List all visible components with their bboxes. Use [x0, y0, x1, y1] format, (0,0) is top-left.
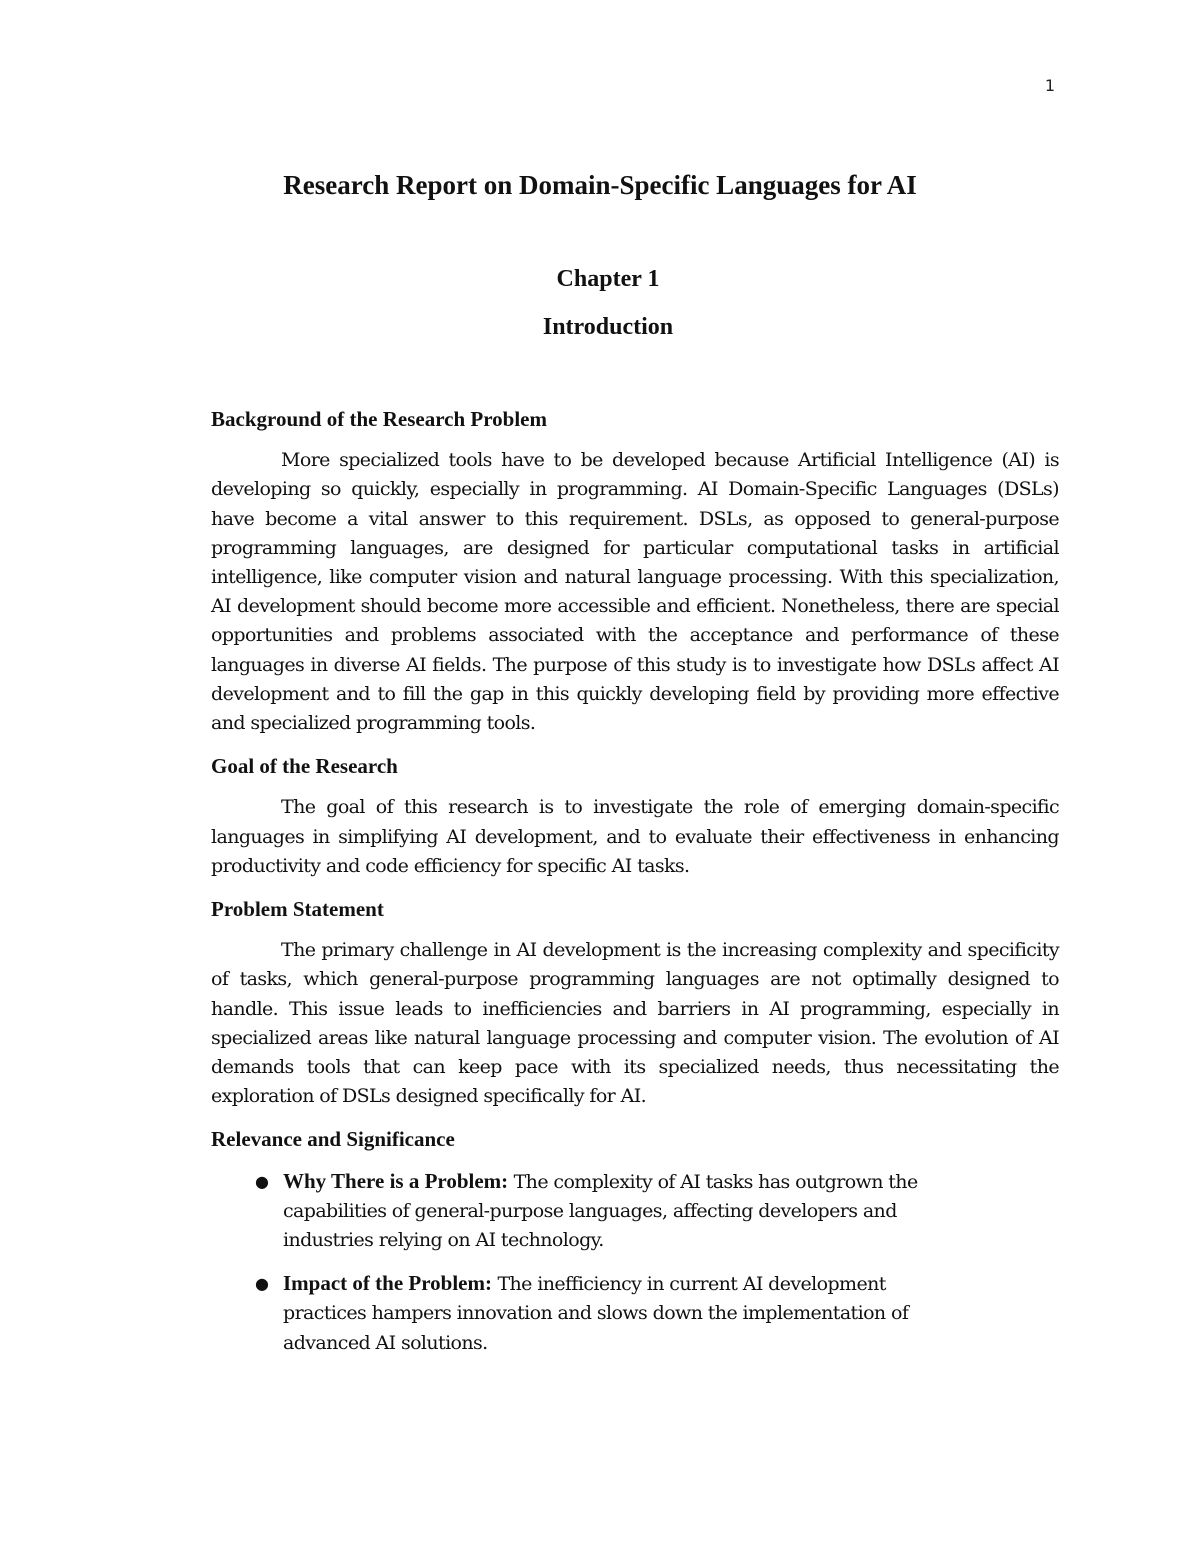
section-paragraph: The primary challenge in AI development is the increasing complexity and specificity of tasks, which general-purpose programming languages are not optimally designed to handle. This issue leads to inefficiencies and barriers in AI programming, especially in specialized areas like natural language processing and computer vision. The evolution of AI demands tools that can keep pace with its specialized needs, thus necessitating the exploration of DSLs designed specifically for AI. [211, 939, 1059, 1108]
section-heading: Background of the Research Problem [211, 407, 547, 431]
section-background [211, 405, 1059, 738]
bullet-item [211, 1269, 973, 1358]
bullet-list [211, 1167, 1059, 1358]
document-body [211, 405, 1059, 1372]
bullet-label: Impact of the Problem: [283, 1271, 492, 1296]
section-heading: Problem Statement [211, 897, 384, 922]
bullet-text: The inefficiency in current AI development practices hampers innovation and slows down the implementation of advanced AI solutions. [283, 1273, 909, 1354]
chapter-title: Introduction [542, 314, 674, 340]
section-relevance [211, 1125, 1059, 1357]
section-problem-statement [211, 895, 1059, 1111]
section-heading: Relevance and Significance [211, 1127, 455, 1152]
bullet-label: Why There is a Problem: [283, 1168, 509, 1193]
section-goal [211, 752, 1059, 881]
document-title: Research Report on Domain-Specific Languages for AI [283, 170, 917, 200]
bullet-item [211, 1167, 973, 1256]
section-paragraph: The goal of this research is to investigate the role of emerging domain-specific languages in simplifying AI development, and to evaluate their effectiveness in enhancing productivity and code efficiency for specific AI tasks. [211, 796, 1059, 877]
chapter-label: Chapter 1 [556, 266, 660, 292]
bullet-icon: ● [255, 1171, 269, 1191]
page-number: 1 [1044, 76, 1055, 95]
section-paragraph: More specialized tools have to be developed because Artificial Intelligence (AI) is developing so quickly, especially in programming. AI Domain-Specific Languages (DSLs) have become a vital answer to this requirement. DSLs, as opposed to general-purpose programming languages, are designed for particular computational tasks in artificial intelligence, like computer vision and natural language processing. With this specialization, AI development should become more accessible and efficient. Nonetheless, there are special opportunities and problems associated with the acceptance and performance of these languages in diverse AI fields. The purpose of this study is to investigate how DSLs affect AI development and to fill the gap in this quickly developing field by providing more effective and specialized programming tools. [211, 449, 1059, 735]
bullet-text: The complexity of AI tasks has outgrown the capabilities of general-purpose languages, affecting developers and industries relying on AI technology. [283, 1170, 918, 1252]
bullet-icon: ● [255, 1274, 269, 1294]
section-heading: Goal of the Research [211, 754, 398, 779]
